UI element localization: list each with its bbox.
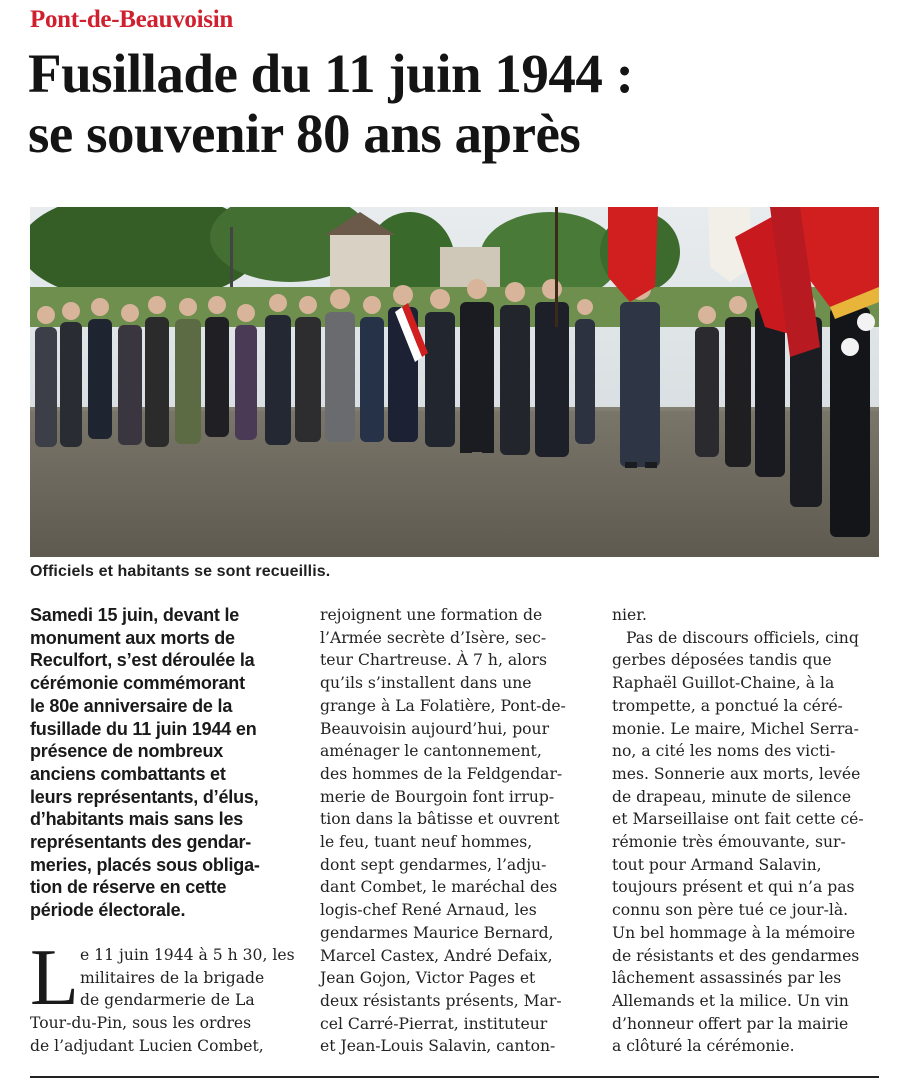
body-line: qu’ils s’installent dans une — [320, 674, 532, 693]
chapeau-line: cérémonie commémorant — [30, 673, 245, 694]
body-line: Beauvoisin aujourd’hui, pour — [320, 719, 550, 738]
article-column-2 — [320, 604, 590, 1058]
photo-illustration — [30, 207, 879, 557]
chapeau-line: d’habitants mais sans les — [30, 809, 244, 830]
body-line: gendarmes Maurice Bernard, — [320, 923, 554, 942]
section-kicker: Pont-de-Beauvoisin — [30, 6, 233, 33]
body-line: militaires de la brigade — [80, 968, 265, 987]
column-2-text — [320, 604, 590, 1058]
ceremony-photo — [30, 207, 879, 557]
body-line: et Marseillaise ont fait cette cé- — [612, 810, 864, 829]
body-line: trompette, a ponctué la céré- — [612, 696, 843, 715]
article-column-1 — [30, 604, 295, 1057]
body-line: a clôturé la cérémonie. — [612, 1037, 795, 1056]
body-line: Tour-du-Pin, sous les ordres — [30, 1013, 252, 1032]
body-line: monie. Le maire, Michel Serra- — [612, 719, 859, 738]
body-line: tion dans la bâtisse et ouvrent — [320, 810, 560, 829]
article-headline — [28, 44, 888, 164]
chapeau-line: le 80e anniversaire de la — [30, 695, 233, 716]
body-line: Marcel Castex, André Defaix, — [320, 946, 553, 965]
photo-caption: Officiels et habitants se sont recueillis. — [30, 563, 331, 580]
chapeau-line: fusillade du 11 juin 1944 en — [30, 718, 257, 739]
article-chapeau — [30, 604, 290, 922]
paragraph-start-line: Pas de discours officiels, cinq — [626, 628, 859, 647]
body-line: grange à La Folatière, Pont-de- — [320, 696, 566, 715]
body-line: deux résistants présents, Mar- — [320, 991, 562, 1010]
chapeau-line: monument aux morts de — [30, 627, 235, 648]
body-line: de résistants et des gendarmes — [612, 946, 860, 965]
body-line: teur Chartreuse. À 7 h, alors — [320, 651, 547, 670]
column-3-text — [612, 604, 882, 1058]
body-line: Un bel hommage à la mémoire — [612, 923, 856, 942]
body-line: gerbes déposées tandis que — [612, 651, 832, 670]
chapeau-line: représentants des gendar- — [30, 832, 252, 853]
chapeau-line: tion de réserve en cette — [30, 877, 227, 898]
chapeau-line: meries, placés sous obliga- — [30, 854, 260, 875]
drop-cap: L — [30, 933, 79, 1022]
chapeau-line: anciens combattants et — [30, 763, 226, 784]
body-line: mes. Sonnerie aux morts, levée — [612, 764, 861, 783]
body-line: cel Carré-Pierrat, instituteur — [320, 1014, 548, 1033]
body-line: logis-chef René Arnaud, les — [320, 901, 537, 920]
body-line: e 11 juin 1944 à 5 h 30, les — [80, 945, 295, 964]
body-line: aménager le cantonnement, — [320, 742, 542, 761]
body-line: lâchement assassinés par les — [612, 969, 842, 988]
chapeau-line: Reculfort, s’est déroulée la — [30, 650, 255, 671]
body-line: toujours présent et qui n’a pas — [612, 878, 855, 897]
body-line: le feu, tuant neuf hommes, — [320, 833, 533, 852]
headline-line-2: se souvenir 80 ans après — [28, 103, 581, 164]
body-line: et Jean-Louis Salavin, canton- — [320, 1037, 556, 1056]
body-line: dont sept gendarmes, l’adju- — [320, 855, 547, 874]
chapeau-line: présence de nombreux — [30, 741, 224, 762]
body-line: no, a cité les noms des victi- — [612, 742, 836, 761]
article-body-start — [30, 933, 295, 1058]
chapeau-line: leurs représentants, d’élus, — [30, 786, 259, 807]
body-line: d’honneur offert par la mairie — [612, 1014, 849, 1033]
body-line: Jean Gojon, Victor Pages et — [320, 969, 536, 988]
bottom-divider — [30, 1076, 879, 1078]
body-line: Raphaël Guillot-Chaine, à la — [612, 674, 835, 693]
body-line: rémonie très émouvante, sur- — [612, 833, 846, 852]
body-line: Allemands et la milice. Un vin — [612, 991, 849, 1010]
body-line: merie de Bourgoin font irrup- — [320, 787, 555, 806]
body-line: de drapeau, minute de silence — [612, 787, 852, 806]
body-line: de gendarmerie de La — [80, 991, 255, 1010]
body-line: l’Armée secrète d’Isère, sec- — [320, 628, 547, 647]
chapeau-line: période électorale. — [30, 900, 186, 921]
chapeau-line: Samedi 15 juin, devant le — [30, 605, 240, 625]
article-column-3 — [612, 604, 882, 1058]
body-line: des hommes de la Feldgendar- — [320, 764, 563, 783]
body-line: nier. — [612, 606, 647, 624]
body-line: tout pour Armand Salavin, — [612, 855, 822, 874]
headline-line-1: Fusillade du 11 juin 1944 : — [28, 43, 634, 104]
body-line: rejoignent une formation de — [320, 606, 543, 624]
body-line: de l’adjudant Lucien Combet, — [30, 1036, 264, 1055]
body-line: connu son père tué ce jour-là. — [612, 901, 849, 920]
body-line: dant Combet, le maréchal des — [320, 878, 558, 897]
